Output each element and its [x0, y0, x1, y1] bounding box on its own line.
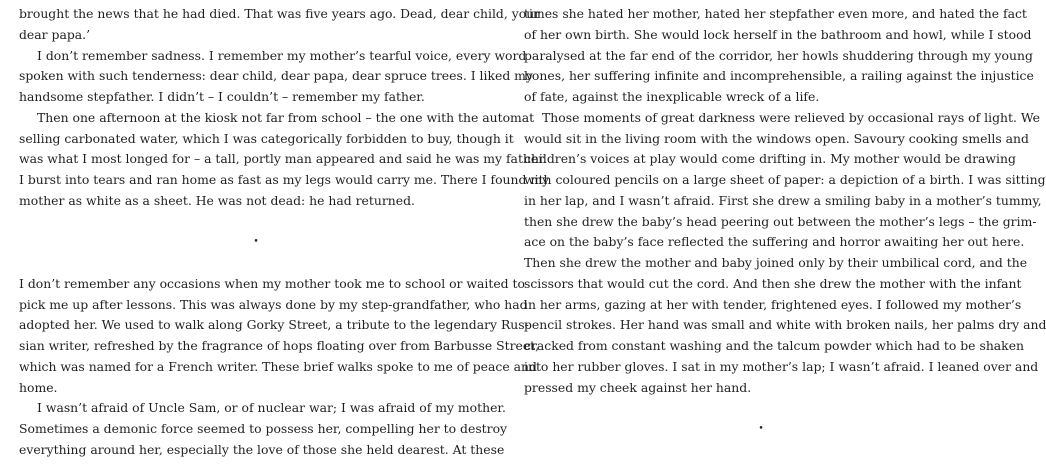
text-line: adopted her. We used to walk along Gorky Street, a tribute to the legendary Rus-	[19, 317, 529, 333]
text-line: Then she drew the mother and baby joined only by their umbilical cord, and the	[524, 255, 1028, 270]
text-line: bones, her suffering infinite and incomprehensible, a railing against the injustice	[524, 68, 1034, 84]
text-line: sian writer, refreshed by the fragrance of hops floating over from Barbusse Street,	[19, 338, 540, 353]
text-line: cracked from constant washing and the talcum powder which had to be shaken	[524, 338, 1025, 353]
paragraph-gap	[19, 253, 493, 274]
left-text-column	[19, 4, 550, 461]
text-line: would sit in the living room with the windows open. Savoury cooking smells and	[524, 130, 1029, 146]
text-line: pencil strokes. Her hand was small and white with broken nails, her palms dry and	[524, 317, 1046, 333]
text-line: pick me up after lessons. This was always done by my step-grandfather, who had	[19, 296, 528, 312]
text-line: was what I most longed for – a tall, portly man appeared and said he was my father.	[19, 151, 547, 167]
text-line: I wasn’t afraid of Uncle Sam, or of nuclear war; I was afraid of my mother.	[37, 400, 506, 416]
text-line: in her lap, and I wasn’t afraid. First she drew a smiling baby in a mother’s tummy,	[524, 192, 1042, 208]
text-line: Those moments of great darkness were relieved by occasional rays of light. We	[542, 109, 1040, 125]
text-line: of her own birth. She would lock herself in the bathroom and howl, while I stood	[524, 26, 1032, 42]
text-line: Sometimes a demonic force seemed to possess her, compelling her to destroy	[19, 421, 508, 436]
text-line: spoken with such tenderness: dear child, dear papa, dear spruce trees. I liked my	[19, 68, 533, 84]
right-text-column	[524, 4, 1046, 440]
text-line: I don’t remember sadness. I remember my mother’s tearful voice, every word	[37, 47, 527, 63]
paragraph-gap	[524, 398, 998, 419]
text-line: I burst into tears and ran home as fast as my legs would carry me. There I found my	[19, 172, 550, 187]
text-line: of fate, against the inexplicable wreck of a life.	[524, 89, 820, 104]
section-separator: •	[253, 237, 259, 248]
text-line: dear papa.’	[19, 26, 91, 42]
text-line: brought the news that he had died. That was five years ago. Dead, dear child, your	[19, 6, 541, 21]
text-line: Then one afternoon at the kiosk not far from school – the one with the automat	[37, 109, 535, 125]
text-line: everything around her, especially the love of those she held dearest. At these	[19, 441, 505, 457]
text-line: into her rubber gloves. I sat in my mother’s lap; I wasn’t afraid. I leaned over and	[524, 358, 1039, 374]
section-separator: •	[758, 424, 764, 434]
text-line: paralysed at the far end of the corridor, her howls shuddering through my young	[524, 47, 1033, 63]
paragraph-gap	[19, 212, 493, 233]
text-line: pressed my cheek against her hand.	[524, 379, 752, 395]
text-line: children’s voices at play would come drifting in. My mother would be drawing	[524, 151, 1016, 167]
text-line: I don’t remember any occasions when my mother took me to school or waited to	[19, 275, 525, 291]
text-line: ace on the baby’s face reflected the suffering and horror awaiting her out here.	[524, 234, 1025, 250]
text-line: mother as white as a sheet. He was not dead: he had returned.	[19, 192, 415, 208]
text-line: handsome stepfather. I didn’t – I couldn’t – remember my father.	[19, 89, 425, 104]
text-line: which was named for a French writer. These brief walks spoke to me of peace and	[19, 358, 537, 374]
text-line: times she hated her mother, hated her stepfather even more, and hated the fact	[524, 6, 1027, 21]
text-line: scissors that would cut the cord. And then she drew the mother with the infant	[524, 275, 1022, 291]
text-line: selling carbonated water, which I was categorically forbidden to buy, though it	[19, 130, 514, 146]
text-line: then she drew the baby’s head peering out between the mother’s legs – the grim-	[524, 213, 1037, 229]
text-line: in her arms, gazing at her with tender, frightened eyes. I followed my mother’s	[524, 296, 1022, 312]
text-line: home.	[19, 379, 58, 395]
text-line: with coloured pencils on a large sheet of paper: a depiction of a birth. I was sitting	[524, 172, 1046, 187]
